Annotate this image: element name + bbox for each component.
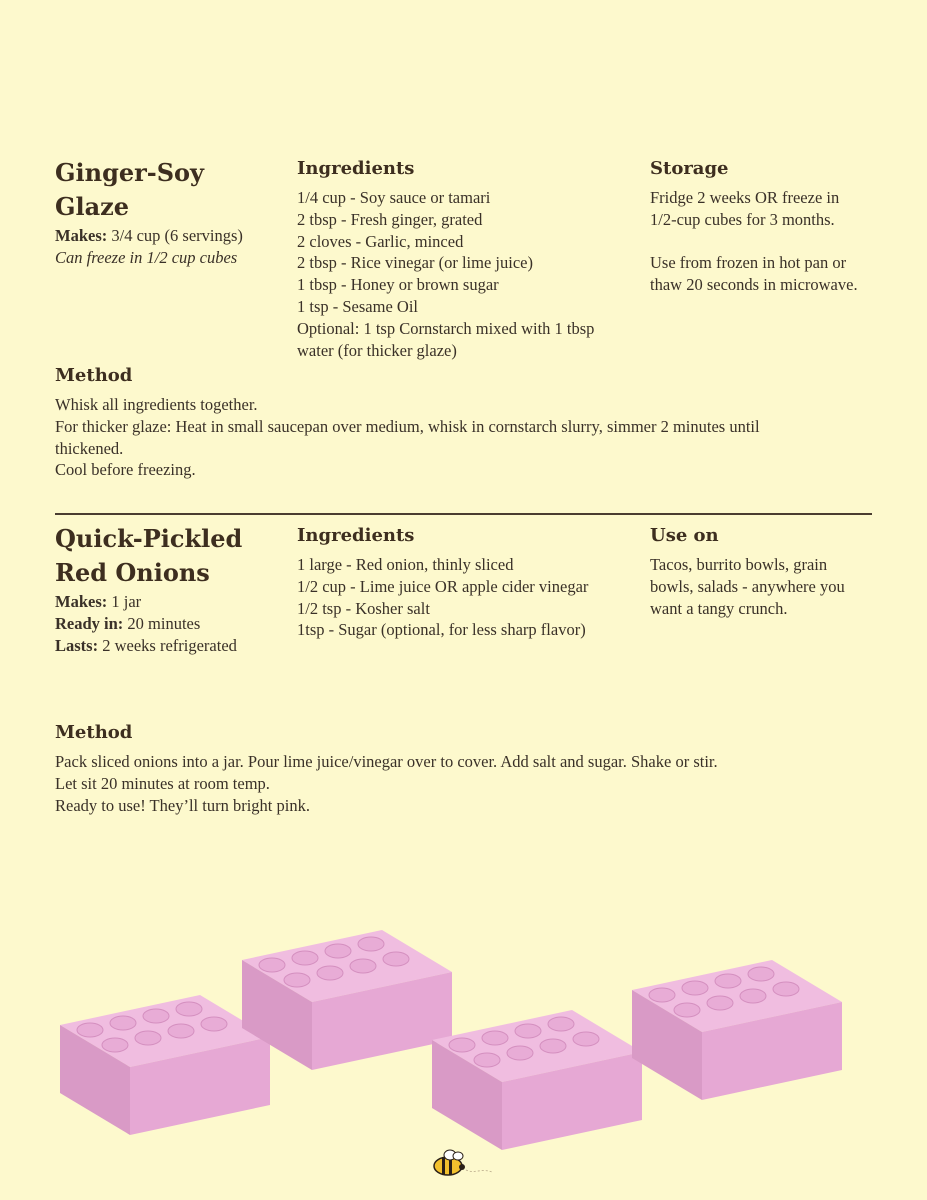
storage-line: 1/2-cup cubes for 3 months. (650, 209, 835, 229)
recipe1-makes-value: 3/4 cup (6 servings) (107, 226, 243, 245)
storage-line: Fridge 2 weeks OR freeze in (650, 188, 840, 207)
use-line: Tacos, burrito bowls, grain (650, 555, 828, 574)
pink-brick-1 (60, 995, 270, 1135)
recipe2-makes (55, 591, 285, 613)
recipe2-lasts-label: Lasts: (55, 635, 99, 655)
recipe2-ingredients-heading: Ingredients (297, 525, 415, 546)
ingredient-item: 1 tbsp - Honey or brown sugar (297, 275, 499, 295)
recipe1-makes-label: Makes: (55, 226, 108, 245)
recipe2-lasts (55, 635, 285, 657)
storage-line: thaw 20 seconds in microwave. (650, 275, 858, 295)
recipe2-ready-value: 20 minutes (123, 613, 201, 633)
recipe1-storage-heading: Storage (650, 158, 729, 179)
storage-line: Use from frozen in hot pan or (650, 253, 847, 273)
recipe2-ready-label: Ready in: (55, 613, 124, 633)
recipe2-title (55, 522, 285, 590)
use-line: want a tangy crunch. (650, 598, 788, 618)
ingredient-item: 2 cloves - Garlic, minced (297, 231, 464, 251)
ingredient-item: 1/4 cup - Soy sauce or tamari (297, 188, 491, 207)
recipe2-ready (55, 613, 285, 635)
method-line: Let sit 20 minutes at room temp. (55, 773, 270, 793)
recipe2-header (55, 522, 285, 656)
method-line: Cool before freezing. (55, 460, 196, 480)
storage-spacer (650, 231, 900, 253)
section-divider (55, 513, 872, 515)
recipe2-makes-label: Makes: (55, 592, 108, 611)
bee-icon (430, 1146, 500, 1182)
recipe2-makes-value: 1 jar (107, 592, 142, 611)
ingredient-item: 2 tbsp - Rice vinegar (or lime juice) (297, 253, 533, 273)
recipe2-title-line1: Quick-Pickled (55, 524, 243, 553)
recipe2-method-heading: Method (55, 722, 133, 743)
ingredient-item: 1 tsp - Sesame Oil (297, 296, 418, 316)
recipe1-note: Can freeze in 1/2 cup cubes (55, 247, 238, 267)
recipe2-method (55, 721, 875, 816)
recipe1-method (55, 364, 845, 481)
pink-bricks-illustration (0, 900, 927, 1150)
recipe1-title: Ginger-Soy Glaze (55, 158, 205, 221)
recipe2-ingredients (297, 524, 637, 641)
recipe2-title-line2: Red Onions (55, 558, 210, 587)
method-line: Whisk all ingredients together. (55, 395, 258, 414)
recipe2-meta (55, 591, 285, 656)
pink-brick-4 (632, 960, 842, 1100)
recipe2-use-heading: Use on (650, 525, 719, 546)
recipe1-makes (55, 225, 285, 247)
pink-brick-3 (432, 1010, 642, 1150)
ingredient-item: water (for thicker glaze) (297, 340, 457, 360)
recipe1-header (55, 156, 285, 269)
ingredient-item: Optional: 1 tsp Cornstarch mixed with 1 tbsp (297, 318, 595, 338)
method-line: For thicker glaze: Heat in small saucepan over medium, whisk in cornstarch slurry, simmer 2 minutes until (55, 416, 760, 436)
pink-brick-2 (242, 930, 452, 1070)
use-line: bowls, salads - anywhere you (650, 576, 845, 596)
ingredient-item: 1tsp - Sugar (optional, for less sharp flavor) (297, 620, 586, 640)
recipe1-storage (650, 157, 900, 296)
recipe1-ingredients (297, 157, 637, 361)
ingredient-item: 1 large - Red onion, thinly sliced (297, 555, 514, 574)
ingredient-item: 1/2 tsp - Kosher salt (297, 598, 430, 618)
recipe1-ingredients-heading: Ingredients (297, 158, 415, 179)
method-line: Pack sliced onions into a jar. Pour lime juice/vinegar over to cover. Add salt and sugar. Shake or stir. (55, 752, 718, 771)
method-line: thickened. (55, 438, 124, 458)
method-line: Ready to use! They’ll turn bright pink. (55, 795, 310, 815)
recipe2-use-on (650, 524, 900, 619)
recipe1-method-heading: Method (55, 365, 133, 386)
recipe1-meta (55, 225, 285, 269)
recipe2-lasts-value: 2 weeks refrigerated (98, 635, 237, 655)
ingredient-item: 1/2 cup - Lime juice OR apple cider vinegar (297, 576, 589, 596)
ingredient-item: 2 tbsp - Fresh ginger, grated (297, 209, 483, 229)
